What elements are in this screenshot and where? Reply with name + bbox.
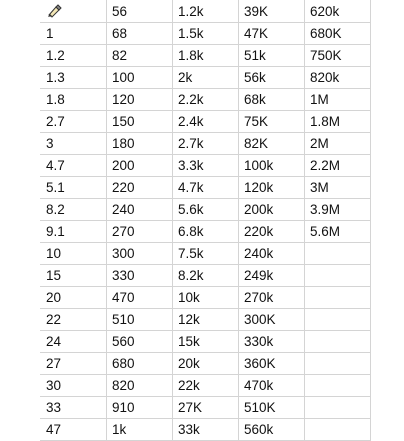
cell-d10[interactable]: 200k (239, 199, 305, 221)
cell-d5[interactable]: 68k (239, 89, 305, 111)
table-row (41, 265, 371, 287)
cell-e14[interactable] (305, 287, 371, 309)
cell-d9[interactable]: 120k (239, 177, 305, 199)
table-row (41, 375, 371, 397)
table-row (41, 287, 371, 309)
cell-b5[interactable]: 120 (107, 89, 173, 111)
cell-d11[interactable]: 220k (239, 221, 305, 243)
cell-table (40, 0, 371, 441)
cell-e4[interactable]: 820k (305, 67, 371, 89)
cell-d16[interactable]: 330k (239, 331, 305, 353)
cell-c12[interactable]: 7.5k (173, 243, 239, 265)
cell-a4[interactable]: 1.3 (41, 67, 107, 89)
cell-c10[interactable]: 5.6k (173, 199, 239, 221)
cell-a18[interactable]: 30 (41, 375, 107, 397)
cell-a2[interactable]: 1 (41, 23, 107, 45)
cell-b19[interactable]: 910 (107, 397, 173, 419)
cell-e18[interactable] (305, 375, 371, 397)
cell-a17[interactable]: 27 (41, 353, 107, 375)
cell-e20[interactable] (305, 419, 371, 441)
cell-b6[interactable]: 150 (107, 111, 173, 133)
cell-b3[interactable]: 82 (107, 45, 173, 67)
cell-a3[interactable]: 1.2 (41, 45, 107, 67)
cell-a16[interactable]: 24 (41, 331, 107, 353)
cell-a6[interactable]: 2.7 (41, 111, 107, 133)
table-row (41, 419, 371, 441)
cell-e13[interactable] (305, 265, 371, 287)
cell-d4[interactable]: 56k (239, 67, 305, 89)
cell-c4[interactable]: 2k (173, 67, 239, 89)
cell-a13[interactable]: 15 (41, 265, 107, 287)
cell-b18[interactable]: 820 (107, 375, 173, 397)
cell-e5[interactable]: 1M (305, 89, 371, 111)
cell-a10[interactable]: 8.2 (41, 199, 107, 221)
cell-e1[interactable]: 620k (305, 1, 371, 23)
cell-c16[interactable]: 15k (173, 331, 239, 353)
table-row (41, 177, 371, 199)
cell-a9[interactable]: 5.1 (41, 177, 107, 199)
table-row (41, 67, 371, 89)
table-row (41, 199, 371, 221)
cell-e19[interactable] (305, 397, 371, 419)
cell-a5[interactable]: 1.8 (41, 89, 107, 111)
cell-b10[interactable]: 240 (107, 199, 173, 221)
cell-d17[interactable]: 360K (239, 353, 305, 375)
cell-d8[interactable]: 100k (239, 155, 305, 177)
cell-b7[interactable]: 180 (107, 133, 173, 155)
cell-a14[interactable]: 20 (41, 287, 107, 309)
cell-c9[interactable]: 4.7k (173, 177, 239, 199)
cell-b11[interactable]: 270 (107, 221, 173, 243)
cell-d2[interactable]: 47K (239, 23, 305, 45)
cell-c7[interactable]: 2.7k (173, 133, 239, 155)
cell-e8[interactable]: 2.2M (305, 155, 371, 177)
cell-e9[interactable]: 3M (305, 177, 371, 199)
cell-e15[interactable] (305, 309, 371, 331)
cell-b20[interactable]: 1k (107, 419, 173, 441)
cell-c14[interactable]: 10k (173, 287, 239, 309)
table-row (41, 89, 371, 111)
format-painter-icon[interactable] (46, 3, 62, 19)
table-row (41, 45, 371, 67)
cell-a1[interactable] (41, 1, 107, 23)
cell-d6[interactable]: 75K (239, 111, 305, 133)
table-row (41, 221, 371, 243)
cell-b12[interactable]: 300 (107, 243, 173, 265)
cell-d7[interactable]: 82K (239, 133, 305, 155)
cell-c5[interactable]: 2.2k (173, 89, 239, 111)
cell-c20[interactable]: 33k (173, 419, 239, 441)
table-row (41, 397, 371, 419)
cell-c17[interactable]: 20k (173, 353, 239, 375)
cell-d20[interactable]: 560k (239, 419, 305, 441)
cell-b16[interactable]: 560 (107, 331, 173, 353)
cell-d12[interactable]: 240k (239, 243, 305, 265)
cell-b4[interactable]: 100 (107, 67, 173, 89)
cell-d13[interactable]: 249k (239, 265, 305, 287)
cell-d14[interactable]: 270k (239, 287, 305, 309)
cell-e2[interactable]: 680K (305, 23, 371, 45)
cell-e10[interactable]: 3.9M (305, 199, 371, 221)
cell-e7[interactable]: 2M (305, 133, 371, 155)
cell-c15[interactable]: 12k (173, 309, 239, 331)
cell-d15[interactable]: 300K (239, 309, 305, 331)
table-row (41, 1, 371, 23)
cell-c1[interactable]: 1.2k (173, 1, 239, 23)
table-row (41, 309, 371, 331)
cell-e12[interactable] (305, 243, 371, 265)
cell-a20[interactable]: 47 (41, 419, 107, 441)
cell-b2[interactable]: 68 (107, 23, 173, 45)
cell-a7[interactable]: 3 (41, 133, 107, 155)
cell-c19[interactable]: 27K (173, 397, 239, 419)
table-row (41, 155, 371, 177)
cell-d19[interactable]: 510K (239, 397, 305, 419)
table-row (41, 243, 371, 265)
cell-a11[interactable]: 9.1 (41, 221, 107, 243)
cell-c2[interactable]: 1.5k (173, 23, 239, 45)
cell-c3[interactable]: 1.8k (173, 45, 239, 67)
table-row (41, 111, 371, 133)
cell-c8[interactable]: 3.3k (173, 155, 239, 177)
cell-a8[interactable]: 4.7 (41, 155, 107, 177)
table-row (41, 23, 371, 45)
table-row (41, 353, 371, 375)
cell-d18[interactable]: 470k (239, 375, 305, 397)
cell-a15[interactable]: 22 (41, 309, 107, 331)
cell-b13[interactable]: 330 (107, 265, 173, 287)
cell-a12[interactable]: 10 (41, 243, 107, 265)
cell-c11[interactable]: 6.8k (173, 221, 239, 243)
table-row (41, 331, 371, 353)
cell-b15[interactable]: 510 (107, 309, 173, 331)
cell-d1[interactable]: 39K (239, 1, 305, 23)
cell-e3[interactable]: 750K (305, 45, 371, 67)
cell-c6[interactable]: 2.4k (173, 111, 239, 133)
cell-b14[interactable]: 470 (107, 287, 173, 309)
cell-e6[interactable]: 1.8M (305, 111, 371, 133)
cell-b9[interactable]: 220 (107, 177, 173, 199)
cell-c18[interactable]: 22k (173, 375, 239, 397)
cell-b17[interactable]: 680 (107, 353, 173, 375)
cell-a19[interactable]: 33 (41, 397, 107, 419)
table-row (41, 133, 371, 155)
cell-e11[interactable]: 5.6M (305, 221, 371, 243)
cell-b8[interactable]: 200 (107, 155, 173, 177)
cell-e16[interactable] (305, 331, 371, 353)
cell-d3[interactable]: 51k (239, 45, 305, 67)
cell-e17[interactable] (305, 353, 371, 375)
cell-b1[interactable]: 56 (107, 1, 173, 23)
cell-c13[interactable]: 8.2k (173, 265, 239, 287)
